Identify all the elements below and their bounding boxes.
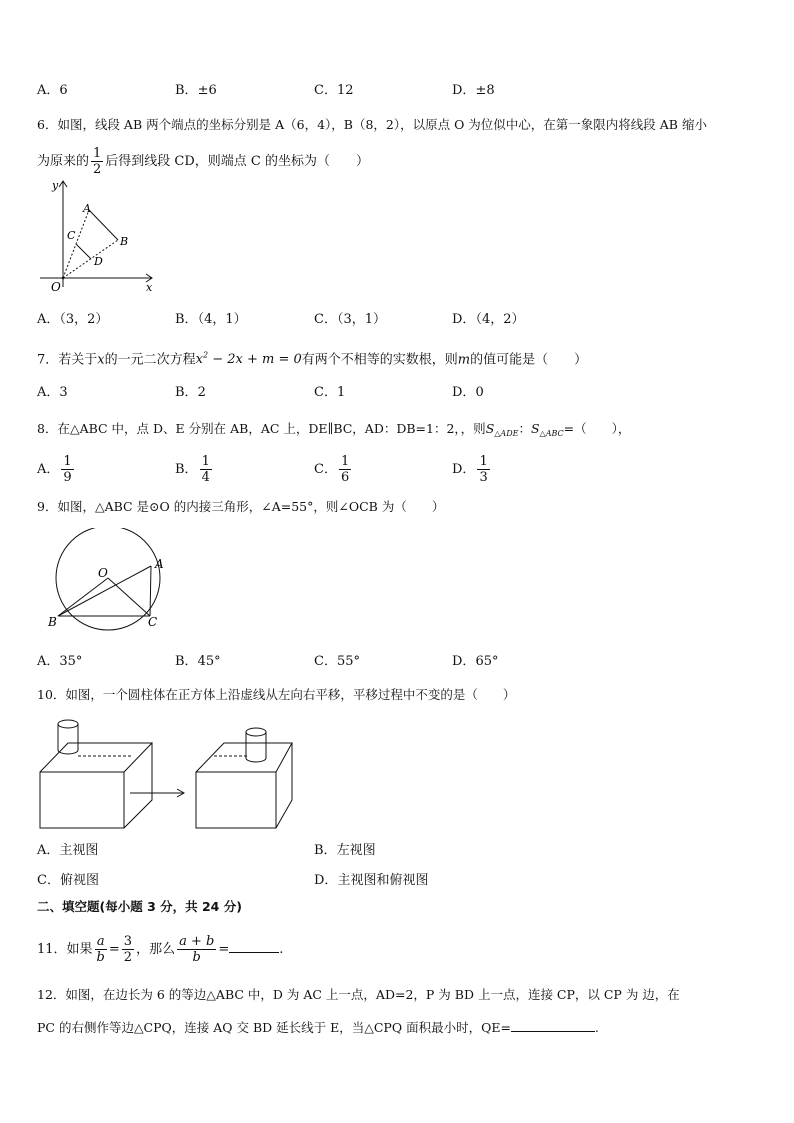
segment-ob: [58, 578, 108, 616]
q8-option-d: D． $\frac{1}{3}$: [452, 454, 488, 485]
q5-option-b: B．±6: [175, 83, 217, 98]
q9-option-a: A．35°: [37, 654, 83, 669]
q7-option-b: B．2: [175, 385, 206, 400]
q6-option-c: C．（3，1）: [314, 312, 386, 327]
q5-option-a: A．6: [37, 83, 68, 98]
q6-option-d: D．（4，2）: [452, 312, 525, 327]
right-cube: [196, 728, 292, 828]
circle-o: [56, 528, 160, 630]
q10-option-d: D．主视图和俯视图: [314, 873, 429, 888]
segment-oc: [108, 578, 150, 616]
q7-option-d: D．0: [452, 385, 484, 400]
q6-line2: 为原来的 $\frac{1}{2}$ 后得到线段 CD，则端点 C 的坐标为（ ）: [37, 146, 370, 177]
q5-option-c: C．12: [314, 83, 354, 98]
q11-question: 11．如果 $\frac{a}{b}$ = $\frac{3}{2}$ ，那么 $\frac{a + b}{b}$ = .: [37, 934, 284, 965]
q9-circle-figure: [40, 528, 180, 633]
q7-question: 7．若关于x的一元二次方程$x^2 - 2x + m = 0$有两个不相等的实数根，则m的值可能是（ ）: [37, 351, 588, 368]
q6-option-b: B．（4，1）: [175, 312, 247, 327]
q7-option-c: C．1: [314, 385, 346, 400]
q12-answer-blank[interactable]: [511, 1031, 595, 1032]
label-a: A: [155, 557, 164, 571]
q6-coordinate-figure: [30, 175, 160, 293]
q7-equation: $x^2 - 2x + m = 0$: [195, 351, 302, 368]
left-cube: [40, 720, 152, 828]
label-x: x: [146, 281, 153, 293]
segment-ab: [89, 210, 118, 240]
q10-cube-figure: [36, 716, 296, 830]
q10-option-c: C．俯视图: [37, 873, 99, 888]
q10-option-b: B．左视图: [314, 843, 376, 858]
q8-option-b: B． $\frac{1}{4}$: [175, 454, 210, 485]
segment-ac: [150, 566, 151, 616]
q8-option-c: C． $\frac{1}{6}$: [314, 454, 350, 485]
label-o: O: [51, 280, 61, 293]
label-a: A: [83, 202, 91, 215]
q12-line2: PC 的右侧作等边△CPQ，连接 AQ 交 BD 延长线于 E，当△CPQ 面积最小时，QE= .: [37, 1020, 599, 1035]
q10-option-a: A．主视图: [37, 843, 99, 858]
q6-fraction: $\frac{1}{2}$: [93, 146, 102, 177]
label-o: O: [98, 566, 108, 580]
q9-option-c: C．55°: [314, 654, 360, 669]
q9-question: 9．如图，△ABC 是⊙O 的内接三角形，∠A=55°，则∠OCB 为（ ）: [37, 499, 445, 514]
label-b: B: [48, 615, 57, 629]
origin-dot: [62, 277, 65, 280]
q8-question: 8．在△ABC 中，点 D、E 分别在 AB，AC 上，DE∥BC，AD：DB=1：2，，则$S_{\triangle ADE}$：$S_{\triangle ABC}=$（ ），: [37, 421, 631, 438]
q8-option-a: A． $\frac{1}{9}$: [37, 454, 72, 485]
label-c: C: [67, 229, 76, 242]
q10-question: 10．如图，一个圆柱体在正方体上沿虚线从左向右平移，平移过程中不变的是（ ）: [37, 687, 516, 702]
label-d: D: [94, 255, 103, 268]
q5-option-d: D．±8: [452, 83, 495, 98]
segment-cd: [76, 244, 91, 259]
q12-line1: 12．如图，在边长为 6 的等边△ABC 中，D 为 AC 上一点，AD=2，P 为 BD 上一点，连接 CP，以 CP 为 边，在: [37, 987, 680, 1002]
label-b: B: [120, 235, 129, 248]
label-c: C: [148, 615, 158, 629]
q7-option-a: A．3: [37, 385, 68, 400]
q6-line1: 6．如图，线段 AB 两个端点的坐标分别是 A（6，4），B（8，2），以原点 O 为位似中心，在第一象限内将线段 AB 缩小: [37, 117, 707, 132]
q9-option-d: D．65°: [452, 654, 499, 669]
q6-option-a: A．（3，2）: [37, 312, 109, 327]
right-arrow: [130, 789, 184, 797]
q9-option-b: B．45°: [175, 654, 221, 669]
section-title: 二、填空题(每小题 3 分，共 24 分): [37, 899, 242, 914]
label-y: y: [52, 179, 59, 192]
q11-answer-blank[interactable]: [229, 952, 279, 953]
